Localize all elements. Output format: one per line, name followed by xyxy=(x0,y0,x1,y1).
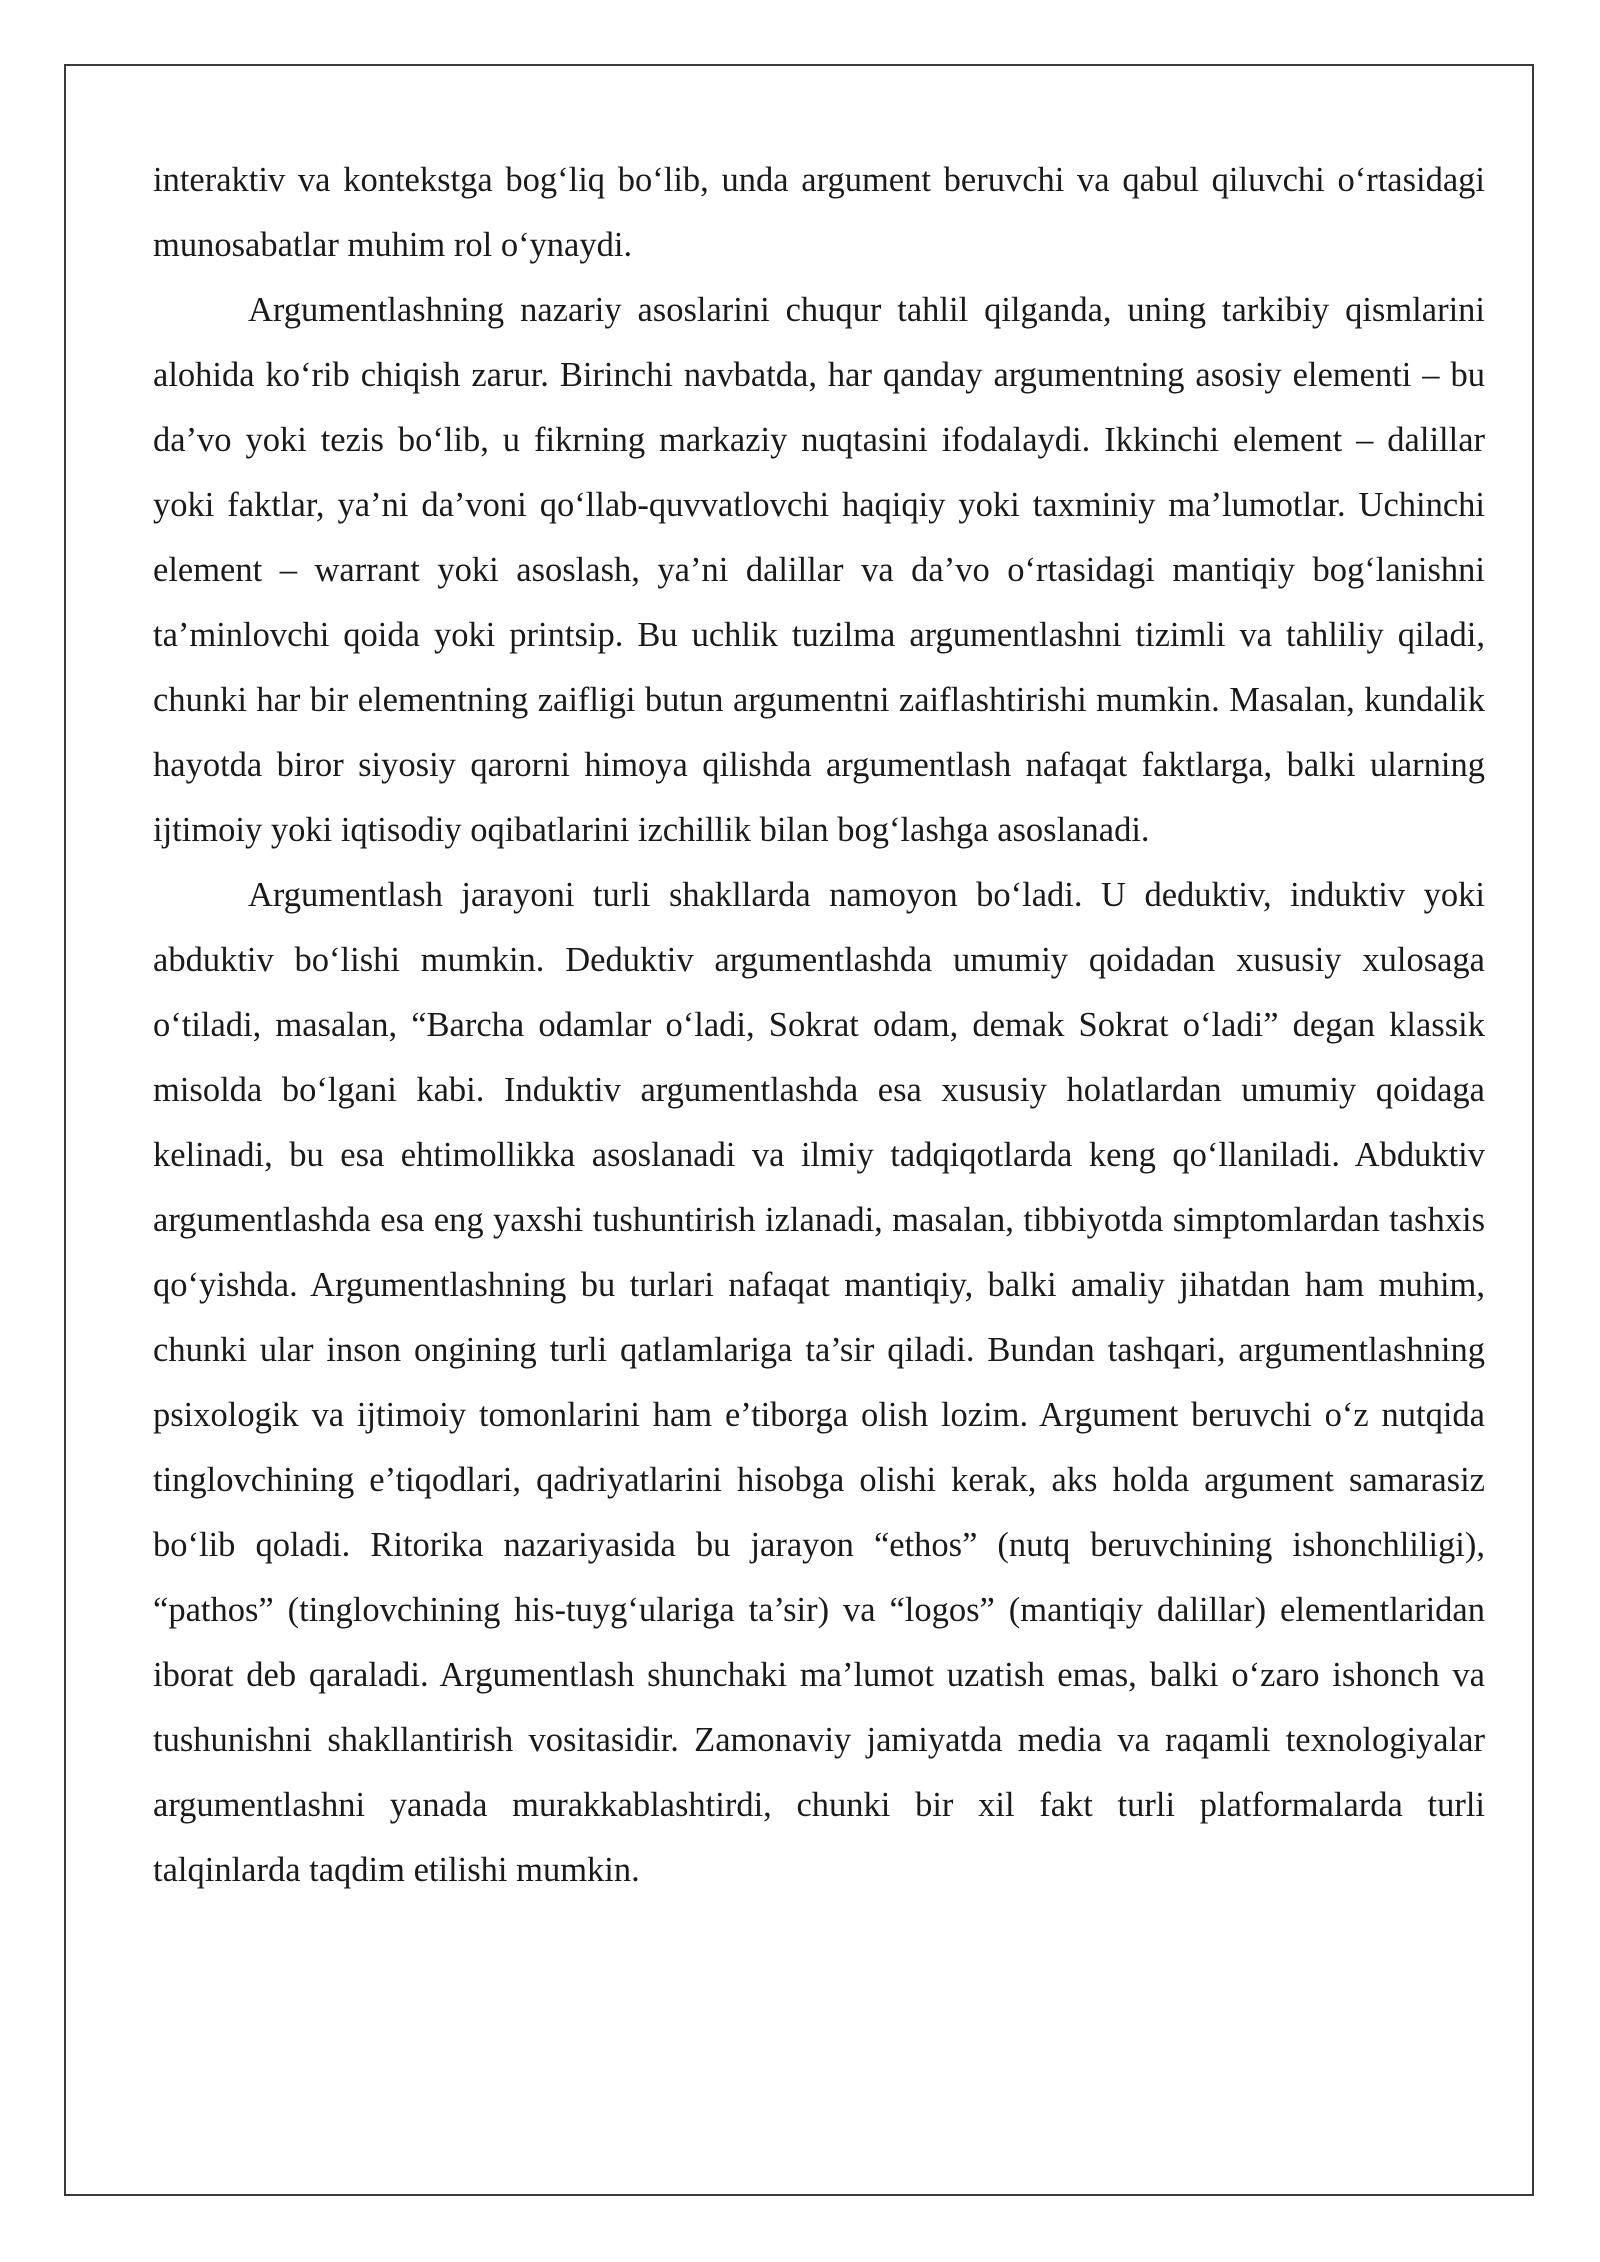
document-body xyxy=(153,148,1485,1903)
paragraph-continuation: interaktiv va kontekstga bog‘liq bo‘lib, unda argument beruvchi va qabul qiluvchi o‘rtasidagi munosabatlar muhim rol o‘ynaydi. xyxy=(153,161,1485,264)
paragraph-argument-structure: Argumentlashning nazariy asoslarini chuqur tahlil qilganda, uning tarkibiy qismlarini alohida ko‘rib chiqish zarur. Birinchi navbatda, har qanday argumentning asosiy elementi – bu da’vo yoki tezis bo‘lib, u fikrning markaziy nuqtasini ifodalaydi. Ikkinchi element – dalillar yoki faktlar, ya’ni da’voni qo‘llab-quvvatlovchi haqiqiy yoki taxminiy ma’lumotlar. Uchinchi element – warrant yoki asoslash, ya’ni dalillar va da’vo o‘rtasidagi mantiqiy bog‘lanishni ta’minlovchi qoida yoki printsip. Bu uchlik tuzilma argumentlashni tizimli va tahliliy qiladi, chunki har bir elementning zaifligi butun argumentni zaiflashtirishi mumkin. Masalan, kundalik hayotda biror siyosiy qarorni himoya qilishda argumentlash nafaqat faktlarga, balki ularning ijtimoiy yoki iqtisodiy oqibatlarini izchillik bilan bog‘lashga asoslanadi. xyxy=(153,291,1485,849)
paragraph-argument-types: Argumentlash jarayoni turli shakllarda namoyon bo‘ladi. U deduktiv, induktiv yoki abduktiv bo‘lishi mumkin. Deduktiv argumentlashda umumiy qoidadan xususiy xulosaga o‘tiladi, masalan, “Barcha odamlar o‘ladi, Sokrat odam, demak Sokrat o‘ladi” degan klassik misolda bo‘lgani kabi. Induktiv argumentlashda esa xususiy holatlardan umumiy qoidaga kelinadi, bu esa ehtimollikka asoslanadi va ilmiy tadqiqotlarda keng qo‘llaniladi. Abduktiv argumentlashda esa eng yaxshi tushuntirish izlanadi, masalan, tibbiyotda simptomlardan tashxis qo‘yishda. Argumentlashning bu turlari nafaqat mantiqiy, balki amaliy jihatdan ham muhim, chunki ular inson ongining turli qatlamlariga ta’sir qiladi. Bundan tashqari, argumentlashning psixologik va ijtimoiy tomonlarini ham e’tiborga olish lozim. Argument beruvchi o‘z nutqida tinglovchining e’tiqodlari, qadriyatlarini hisobga olishi kerak, aks holda argument samarasiz bo‘lib qoladi. Ritorika nazariyasida bu jarayon “ethos” (nutq beruvchining ishonchliligi), “pathos” (tinglovchining his-tuyg‘ulariga ta’sir) va “logos” (mantiqiy dalillar) elementlaridan iborat deb qaraladi. Argumentlash shunchaki ma’lumot uzatish emas, balki o‘zaro ishonch va tushunishni shakllantirish vositasidir. Zamonaviy jamiyatda media va raqamli texnologiyalar argumentlashni yanada murakkablashtirdi, chunki bir xil fakt turli platformalarda turli talqinlarda taqdim etilishi mumkin. xyxy=(153,876,1485,1889)
